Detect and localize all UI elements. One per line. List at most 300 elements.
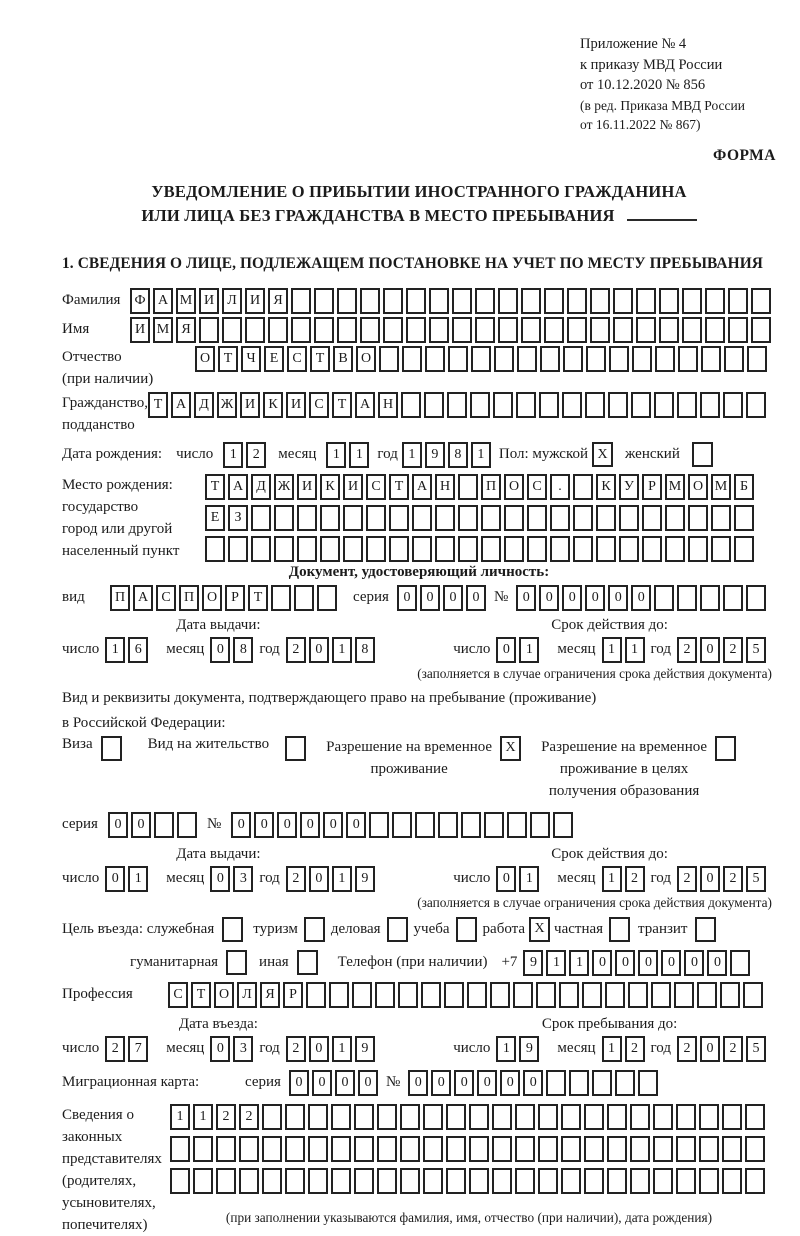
char-cell[interactable]: 2 <box>677 1036 697 1062</box>
char-cell[interactable]: У <box>619 474 639 500</box>
purpose-business-checkbox[interactable] <box>387 917 408 942</box>
char-cell[interactable]: 0 <box>346 812 366 838</box>
char-cell[interactable]: 0 <box>210 866 230 892</box>
char-cell[interactable]: Т <box>218 346 238 372</box>
char-cell[interactable]: Н <box>435 474 455 500</box>
char-cell[interactable] <box>567 288 587 314</box>
char-cell[interactable] <box>412 505 432 531</box>
char-cell[interactable] <box>216 1168 236 1194</box>
char-cell[interactable] <box>481 536 501 562</box>
char-cell[interactable] <box>343 505 363 531</box>
char-cell[interactable]: А <box>153 288 173 314</box>
char-cell[interactable] <box>377 1104 397 1130</box>
char-cell[interactable]: 8 <box>448 442 468 468</box>
char-cell[interactable]: 1 <box>402 442 422 468</box>
char-cell[interactable] <box>521 317 541 343</box>
char-cell[interactable] <box>546 1070 566 1096</box>
char-cell[interactable]: 1 <box>569 950 589 976</box>
char-cell[interactable] <box>642 536 662 562</box>
temp-permit-checkbox[interactable]: X <box>500 736 521 761</box>
char-cell[interactable] <box>567 317 587 343</box>
char-cell[interactable] <box>262 1136 282 1162</box>
char-cell[interactable] <box>699 1168 719 1194</box>
char-cell[interactable] <box>538 1104 558 1130</box>
char-cell[interactable] <box>553 812 573 838</box>
char-cell[interactable] <box>494 346 514 372</box>
char-cell[interactable] <box>343 536 363 562</box>
char-cell[interactable] <box>584 1168 604 1194</box>
char-cell[interactable] <box>447 392 467 418</box>
char-cell[interactable] <box>515 1168 535 1194</box>
char-cell[interactable] <box>688 505 708 531</box>
char-cell[interactable] <box>705 288 725 314</box>
char-cell[interactable]: 1 <box>496 1036 516 1062</box>
char-cell[interactable] <box>354 1104 374 1130</box>
char-cell[interactable]: 0 <box>477 1070 497 1096</box>
char-cell[interactable]: 0 <box>523 1070 543 1096</box>
char-cell[interactable]: В <box>333 346 353 372</box>
char-cell[interactable]: 0 <box>443 585 463 611</box>
char-cell[interactable] <box>317 585 337 611</box>
char-cell[interactable] <box>392 812 412 838</box>
char-cell[interactable]: 8 <box>233 637 253 663</box>
char-cell[interactable] <box>607 1168 627 1194</box>
char-cell[interactable] <box>458 505 478 531</box>
char-cell[interactable] <box>452 288 472 314</box>
char-cell[interactable] <box>438 812 458 838</box>
char-cell[interactable] <box>676 1168 696 1194</box>
char-cell[interactable] <box>722 1168 742 1194</box>
char-cell[interactable]: 1 <box>625 637 645 663</box>
char-cell[interactable] <box>550 505 570 531</box>
char-cell[interactable] <box>516 392 536 418</box>
char-cell[interactable] <box>239 1136 259 1162</box>
char-cell[interactable]: 0 <box>585 585 605 611</box>
char-cell[interactable]: 0 <box>131 812 151 838</box>
char-cell[interactable]: 9 <box>355 866 375 892</box>
char-cell[interactable] <box>619 536 639 562</box>
char-cell[interactable] <box>613 317 633 343</box>
char-cell[interactable]: Ч <box>241 346 261 372</box>
char-cell[interactable]: Б <box>734 474 754 500</box>
purpose-tourism-checkbox[interactable] <box>304 917 325 942</box>
char-cell[interactable] <box>746 392 766 418</box>
char-cell[interactable] <box>360 317 380 343</box>
char-cell[interactable] <box>193 1136 213 1162</box>
char-cell[interactable]: 0 <box>661 950 681 976</box>
char-cell[interactable] <box>421 982 441 1008</box>
char-cell[interactable] <box>285 1168 305 1194</box>
char-cell[interactable] <box>619 505 639 531</box>
char-cell[interactable] <box>400 1168 420 1194</box>
char-cell[interactable]: 1 <box>349 442 369 468</box>
char-cell[interactable]: 3 <box>233 1036 253 1062</box>
char-cell[interactable] <box>705 317 725 343</box>
char-cell[interactable] <box>596 536 616 562</box>
char-cell[interactable] <box>423 1168 443 1194</box>
char-cell[interactable] <box>653 1104 673 1130</box>
char-cell[interactable]: Т <box>191 982 211 1008</box>
char-cell[interactable]: Ж <box>217 392 237 418</box>
char-cell[interactable] <box>475 288 495 314</box>
char-cell[interactable] <box>452 317 472 343</box>
char-cell[interactable] <box>515 1136 535 1162</box>
char-cell[interactable] <box>745 1104 765 1130</box>
char-cell[interactable] <box>544 317 564 343</box>
char-cell[interactable] <box>177 812 197 838</box>
char-cell[interactable]: 0 <box>539 585 559 611</box>
char-cell[interactable] <box>674 982 694 1008</box>
char-cell[interactable] <box>628 982 648 1008</box>
char-cell[interactable]: 0 <box>700 1036 720 1062</box>
char-cell[interactable]: Т <box>310 346 330 372</box>
char-cell[interactable] <box>559 982 579 1008</box>
char-cell[interactable] <box>402 346 422 372</box>
char-cell[interactable]: 0 <box>707 950 727 976</box>
char-cell[interactable]: 0 <box>700 866 720 892</box>
char-cell[interactable] <box>354 1136 374 1162</box>
char-cell[interactable] <box>262 1104 282 1130</box>
char-cell[interactable]: 6 <box>128 637 148 663</box>
char-cell[interactable] <box>469 1168 489 1194</box>
char-cell[interactable] <box>665 536 685 562</box>
char-cell[interactable] <box>745 1136 765 1162</box>
char-cell[interactable] <box>446 1104 466 1130</box>
char-cell[interactable] <box>728 288 748 314</box>
char-cell[interactable] <box>561 1136 581 1162</box>
char-cell[interactable] <box>415 812 435 838</box>
char-cell[interactable]: 2 <box>286 637 306 663</box>
char-cell[interactable]: И <box>286 392 306 418</box>
char-cell[interactable] <box>285 1136 305 1162</box>
char-cell[interactable]: П <box>179 585 199 611</box>
char-cell[interactable]: О <box>504 474 524 500</box>
char-cell[interactable] <box>561 1104 581 1130</box>
char-cell[interactable] <box>699 1104 719 1130</box>
char-cell[interactable]: 5 <box>746 866 766 892</box>
char-cell[interactable]: И <box>199 288 219 314</box>
char-cell[interactable] <box>676 1136 696 1162</box>
char-cell[interactable] <box>493 392 513 418</box>
char-cell[interactable]: 1 <box>332 637 352 663</box>
char-cell[interactable]: И <box>240 392 260 418</box>
char-cell[interactable]: Т <box>248 585 268 611</box>
char-cell[interactable] <box>638 1070 658 1096</box>
char-cell[interactable] <box>590 288 610 314</box>
char-cell[interactable] <box>268 317 288 343</box>
char-cell[interactable] <box>734 505 754 531</box>
char-cell[interactable]: 2 <box>246 442 266 468</box>
char-cell[interactable] <box>412 536 432 562</box>
char-cell[interactable] <box>366 505 386 531</box>
char-cell[interactable] <box>216 1136 236 1162</box>
char-cell[interactable] <box>592 1070 612 1096</box>
char-cell[interactable] <box>400 1136 420 1162</box>
char-cell[interactable]: 0 <box>108 812 128 838</box>
char-cell[interactable] <box>377 1168 397 1194</box>
char-cell[interactable]: И <box>245 288 265 314</box>
char-cell[interactable] <box>297 536 317 562</box>
char-cell[interactable] <box>538 1168 558 1194</box>
char-cell[interactable] <box>563 346 583 372</box>
char-cell[interactable] <box>530 812 550 838</box>
char-cell[interactable]: Р <box>225 585 245 611</box>
char-cell[interactable] <box>631 392 651 418</box>
char-cell[interactable]: П <box>110 585 130 611</box>
char-cell[interactable] <box>636 288 656 314</box>
char-cell[interactable]: 0 <box>105 866 125 892</box>
char-cell[interactable]: А <box>228 474 248 500</box>
char-cell[interactable]: 0 <box>431 1070 451 1096</box>
char-cell[interactable]: 0 <box>277 812 297 838</box>
char-cell[interactable]: С <box>168 982 188 1008</box>
char-cell[interactable]: 0 <box>684 950 704 976</box>
char-cell[interactable] <box>730 950 750 976</box>
char-cell[interactable]: А <box>412 474 432 500</box>
char-cell[interactable] <box>722 1136 742 1162</box>
char-cell[interactable] <box>470 392 490 418</box>
char-cell[interactable] <box>274 536 294 562</box>
char-cell[interactable]: 0 <box>254 812 274 838</box>
residence-permit-checkbox[interactable] <box>285 736 306 761</box>
char-cell[interactable] <box>429 317 449 343</box>
char-cell[interactable]: 2 <box>286 866 306 892</box>
char-cell[interactable] <box>677 585 697 611</box>
char-cell[interactable]: 1 <box>602 1036 622 1062</box>
char-cell[interactable] <box>360 288 380 314</box>
char-cell[interactable]: 0 <box>631 585 651 611</box>
char-cell[interactable] <box>446 1136 466 1162</box>
char-cell[interactable] <box>383 317 403 343</box>
char-cell[interactable] <box>700 392 720 418</box>
char-cell[interactable] <box>711 536 731 562</box>
char-cell[interactable] <box>308 1136 328 1162</box>
visa-checkbox[interactable] <box>101 736 122 761</box>
char-cell[interactable]: О <box>356 346 376 372</box>
char-cell[interactable] <box>314 288 334 314</box>
char-cell[interactable] <box>654 392 674 418</box>
char-cell[interactable] <box>435 505 455 531</box>
char-cell[interactable]: Я <box>260 982 280 1008</box>
char-cell[interactable] <box>699 1136 719 1162</box>
char-cell[interactable]: 1 <box>326 442 346 468</box>
char-cell[interactable]: С <box>309 392 329 418</box>
char-cell[interactable] <box>630 1168 650 1194</box>
char-cell[interactable] <box>561 1168 581 1194</box>
char-cell[interactable] <box>665 505 685 531</box>
char-cell[interactable]: 2 <box>286 1036 306 1062</box>
char-cell[interactable]: С <box>287 346 307 372</box>
char-cell[interactable]: 0 <box>516 585 536 611</box>
char-cell[interactable]: Т <box>148 392 168 418</box>
char-cell[interactable]: К <box>320 474 340 500</box>
char-cell[interactable] <box>654 585 674 611</box>
char-cell[interactable] <box>492 1104 512 1130</box>
char-cell[interactable] <box>613 288 633 314</box>
char-cell[interactable] <box>723 392 743 418</box>
char-cell[interactable] <box>469 1136 489 1162</box>
char-cell[interactable] <box>609 346 629 372</box>
purpose-official-checkbox[interactable] <box>222 917 243 942</box>
char-cell[interactable] <box>573 505 593 531</box>
char-cell[interactable]: 2 <box>625 866 645 892</box>
char-cell[interactable] <box>291 288 311 314</box>
char-cell[interactable] <box>605 982 625 1008</box>
char-cell[interactable]: Р <box>283 982 303 1008</box>
char-cell[interactable] <box>550 536 570 562</box>
char-cell[interactable]: 5 <box>746 1036 766 1062</box>
char-cell[interactable] <box>461 812 481 838</box>
char-cell[interactable]: 0 <box>210 637 230 663</box>
char-cell[interactable] <box>423 1136 443 1162</box>
char-cell[interactable]: О <box>195 346 215 372</box>
char-cell[interactable] <box>251 536 271 562</box>
char-cell[interactable] <box>723 585 743 611</box>
char-cell[interactable]: 7 <box>128 1036 148 1062</box>
char-cell[interactable] <box>406 288 426 314</box>
char-cell[interactable] <box>724 346 744 372</box>
char-cell[interactable]: Д <box>251 474 271 500</box>
char-cell[interactable]: 1 <box>128 866 148 892</box>
char-cell[interactable] <box>711 505 731 531</box>
char-cell[interactable] <box>642 505 662 531</box>
char-cell[interactable] <box>678 346 698 372</box>
char-cell[interactable] <box>751 288 771 314</box>
char-cell[interactable]: С <box>527 474 547 500</box>
char-cell[interactable]: К <box>596 474 616 500</box>
char-cell[interactable] <box>285 1104 305 1130</box>
char-cell[interactable]: 0 <box>466 585 486 611</box>
char-cell[interactable] <box>331 1136 351 1162</box>
char-cell[interactable] <box>747 346 767 372</box>
char-cell[interactable]: М <box>711 474 731 500</box>
char-cell[interactable] <box>745 1168 765 1194</box>
char-cell[interactable] <box>425 346 445 372</box>
char-cell[interactable] <box>608 392 628 418</box>
char-cell[interactable] <box>630 1136 650 1162</box>
char-cell[interactable] <box>697 982 717 1008</box>
char-cell[interactable] <box>573 474 593 500</box>
char-cell[interactable] <box>700 585 720 611</box>
char-cell[interactable] <box>366 536 386 562</box>
char-cell[interactable] <box>469 1104 489 1130</box>
char-cell[interactable]: 1 <box>105 637 125 663</box>
char-cell[interactable]: 1 <box>602 637 622 663</box>
char-cell[interactable]: 0 <box>500 1070 520 1096</box>
char-cell[interactable] <box>308 1104 328 1130</box>
char-cell[interactable] <box>314 317 334 343</box>
char-cell[interactable] <box>389 505 409 531</box>
char-cell[interactable] <box>527 505 547 531</box>
char-cell[interactable]: А <box>355 392 375 418</box>
char-cell[interactable]: О <box>688 474 708 500</box>
char-cell[interactable] <box>504 536 524 562</box>
purpose-other-checkbox[interactable] <box>297 950 318 975</box>
char-cell[interactable]: 9 <box>355 1036 375 1062</box>
char-cell[interactable] <box>320 536 340 562</box>
char-cell[interactable] <box>632 346 652 372</box>
char-cell[interactable]: 0 <box>289 1070 309 1096</box>
char-cell[interactable] <box>154 812 174 838</box>
char-cell[interactable] <box>539 392 559 418</box>
char-cell[interactable] <box>320 505 340 531</box>
char-cell[interactable] <box>389 536 409 562</box>
char-cell[interactable]: 0 <box>562 585 582 611</box>
char-cell[interactable]: 1 <box>170 1104 190 1130</box>
char-cell[interactable]: Л <box>222 288 242 314</box>
char-cell[interactable]: 1 <box>332 1036 352 1062</box>
char-cell[interactable]: Е <box>205 505 225 531</box>
char-cell[interactable]: 0 <box>397 585 417 611</box>
char-cell[interactable]: О <box>202 585 222 611</box>
char-cell[interactable]: А <box>171 392 191 418</box>
char-cell[interactable]: 0 <box>700 637 720 663</box>
char-cell[interactable]: 3 <box>233 866 253 892</box>
char-cell[interactable] <box>720 982 740 1008</box>
char-cell[interactable] <box>481 505 501 531</box>
char-cell[interactable]: С <box>156 585 176 611</box>
char-cell[interactable]: 2 <box>239 1104 259 1130</box>
char-cell[interactable]: 0 <box>231 812 251 838</box>
char-cell[interactable]: 0 <box>420 585 440 611</box>
char-cell[interactable]: 0 <box>358 1070 378 1096</box>
char-cell[interactable]: Я <box>176 317 196 343</box>
char-cell[interactable] <box>569 1070 589 1096</box>
char-cell[interactable] <box>369 812 389 838</box>
char-cell[interactable]: 2 <box>723 1036 743 1062</box>
char-cell[interactable]: 1 <box>602 866 622 892</box>
char-cell[interactable]: . <box>550 474 570 500</box>
char-cell[interactable]: 0 <box>592 950 612 976</box>
char-cell[interactable]: 1 <box>193 1104 213 1130</box>
male-checkbox[interactable]: X <box>592 442 613 467</box>
char-cell[interactable] <box>677 392 697 418</box>
char-cell[interactable] <box>199 317 219 343</box>
char-cell[interactable] <box>274 505 294 531</box>
purpose-private-checkbox[interactable] <box>609 917 630 942</box>
char-cell[interactable] <box>584 1136 604 1162</box>
char-cell[interactable]: Е <box>264 346 284 372</box>
char-cell[interactable] <box>746 585 766 611</box>
char-cell[interactable] <box>291 317 311 343</box>
char-cell[interactable] <box>607 1136 627 1162</box>
char-cell[interactable]: 0 <box>496 866 516 892</box>
char-cell[interactable] <box>400 1104 420 1130</box>
edu-permit-checkbox[interactable] <box>715 736 736 761</box>
char-cell[interactable] <box>329 982 349 1008</box>
char-cell[interactable] <box>222 317 242 343</box>
char-cell[interactable]: 1 <box>519 637 539 663</box>
char-cell[interactable]: Н <box>378 392 398 418</box>
char-cell[interactable] <box>498 288 518 314</box>
char-cell[interactable]: 1 <box>332 866 352 892</box>
char-cell[interactable]: Т <box>332 392 352 418</box>
char-cell[interactable] <box>239 1168 259 1194</box>
char-cell[interactable] <box>688 536 708 562</box>
char-cell[interactable] <box>331 1168 351 1194</box>
char-cell[interactable] <box>467 982 487 1008</box>
char-cell[interactable] <box>193 1168 213 1194</box>
char-cell[interactable] <box>424 392 444 418</box>
char-cell[interactable] <box>331 1104 351 1130</box>
char-cell[interactable]: 9 <box>425 442 445 468</box>
char-cell[interactable]: 0 <box>312 1070 332 1096</box>
char-cell[interactable] <box>734 536 754 562</box>
char-cell[interactable] <box>446 1168 466 1194</box>
char-cell[interactable] <box>398 982 418 1008</box>
char-cell[interactable] <box>406 317 426 343</box>
char-cell[interactable] <box>429 288 449 314</box>
